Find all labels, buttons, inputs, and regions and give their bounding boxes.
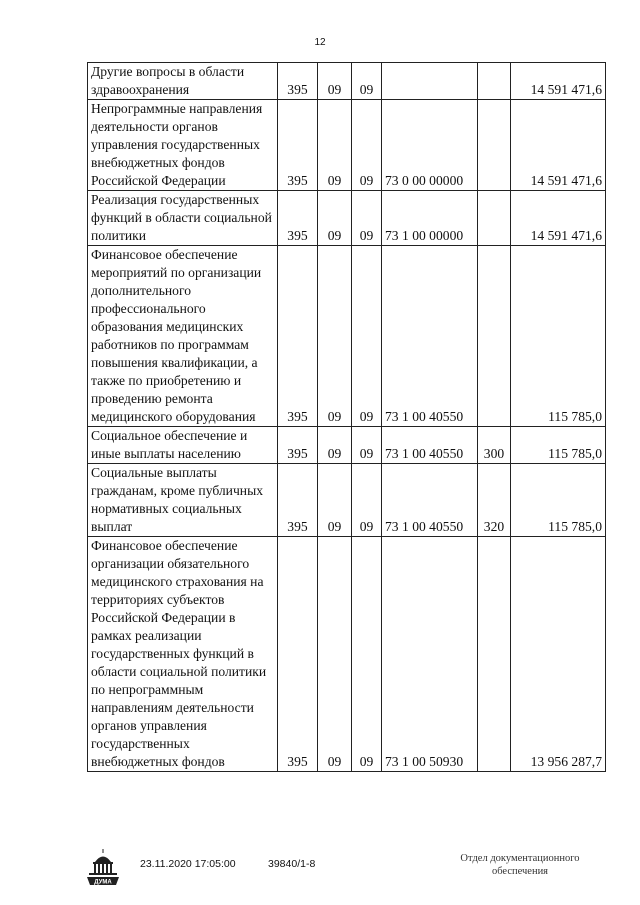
row-ved: 395 [278, 464, 318, 537]
row-sum: 115 785,0 [511, 246, 606, 427]
row-ved: 395 [278, 537, 318, 772]
row-name: Непрограммные направления деятельности органов управления государственных внебюджетных фондов Российской Федерации [88, 100, 278, 191]
footer-stamp [440, 852, 600, 878]
row-csr: 73 1 00 40550 [382, 246, 478, 427]
row-ved: 395 [278, 246, 318, 427]
row-pr: 09 [352, 191, 382, 246]
row-pr: 09 [352, 63, 382, 100]
row-csr: 73 1 00 40550 [382, 427, 478, 464]
row-name: Социальное обеспечение и иные выплаты населению [88, 427, 278, 464]
duma-building-icon [86, 846, 120, 886]
row-vr [478, 191, 511, 246]
stamp-line-2: обеспечения [491, 866, 549, 877]
budget-table [87, 62, 606, 772]
row-name: Финансовое обеспечение мероприятий по организации дополнительного профессионального образования медицинских работников по программам повышения квалификации, а также по приобретению и проведению ремонта медицинского оборудования [88, 246, 278, 427]
row-ved: 395 [278, 100, 318, 191]
row-name: Социальные выплаты гражданам, кроме публичных нормативных социальных выплат [88, 464, 278, 537]
row-pr: 09 [352, 537, 382, 772]
row-csr: 73 1 00 50930 [382, 537, 478, 772]
row-rz: 09 [318, 246, 352, 427]
row-vr [478, 100, 511, 191]
row-rz: 09 [318, 537, 352, 772]
row-csr [382, 63, 478, 100]
row-pr: 09 [352, 464, 382, 537]
table-row [88, 427, 606, 464]
row-pr: 09 [352, 427, 382, 464]
row-rz: 09 [318, 464, 352, 537]
row-vr: 320 [478, 464, 511, 537]
row-ved: 395 [278, 191, 318, 246]
row-sum: 115 785,0 [511, 427, 606, 464]
table-row [88, 464, 606, 537]
row-pr: 09 [352, 246, 382, 427]
row-sum: 14 591 471,6 [511, 63, 606, 100]
row-rz: 09 [318, 100, 352, 191]
row-csr: 73 0 00 00000 [382, 100, 478, 191]
row-vr [478, 246, 511, 427]
page-footer [0, 840, 640, 900]
table-row [88, 100, 606, 191]
row-vr: 300 [478, 427, 511, 464]
row-ved: 395 [278, 427, 318, 464]
row-name: Реализация государственных функций в области социальной политики [88, 191, 278, 246]
logo-text: ДУМА [94, 879, 112, 886]
page-number: 12 [314, 37, 326, 48]
table-row [88, 537, 606, 772]
footer-date: 23.11.2020 17:05:00 [140, 858, 236, 870]
row-rz: 09 [318, 191, 352, 246]
table-row [88, 246, 606, 427]
row-rz: 09 [318, 427, 352, 464]
row-csr: 73 1 00 00000 [382, 191, 478, 246]
row-pr: 09 [352, 100, 382, 191]
row-csr: 73 1 00 40550 [382, 464, 478, 537]
footer-doc-number: 39840/1-8 [268, 858, 316, 870]
row-sum: 115 785,0 [511, 464, 606, 537]
table-row [88, 63, 606, 100]
row-vr [478, 63, 511, 100]
row-vr [478, 537, 511, 772]
row-sum: 13 956 287,7 [511, 537, 606, 772]
row-name: Финансовое обеспечение организации обязательного медицинского страхования на территориях субъектов Российской Федерации в рамках реализации государственных функций в области социальной политики по непрограммным направлениям деятельности органов управления государственных внебюджетных фондов [88, 537, 278, 772]
row-name: Другие вопросы в области здравоохранения [88, 63, 278, 100]
row-ved: 395 [278, 63, 318, 100]
stamp-line-1: Отдел документационного [460, 853, 580, 864]
row-sum: 14 591 471,6 [511, 100, 606, 191]
table-row [88, 191, 606, 246]
row-rz: 09 [318, 63, 352, 100]
row-sum: 14 591 471,6 [511, 191, 606, 246]
